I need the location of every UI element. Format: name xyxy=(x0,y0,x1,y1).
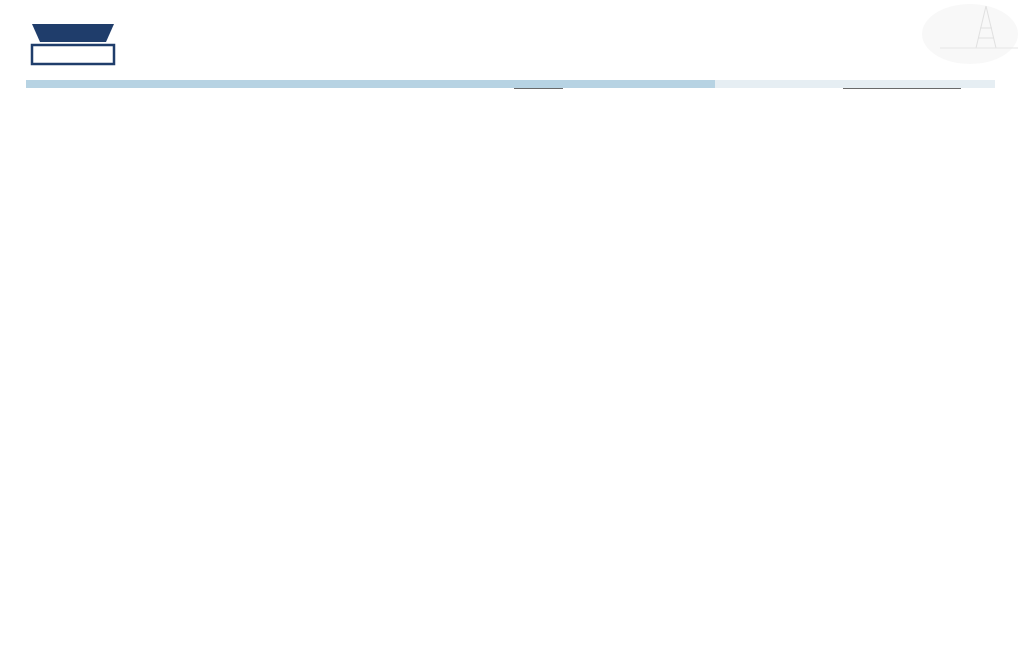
drilling-rig-watermark xyxy=(900,0,1020,80)
column-header-row-2 xyxy=(26,89,995,90)
col-connection xyxy=(341,89,449,90)
data-table xyxy=(26,80,995,89)
group-tool-joint-1 xyxy=(341,80,514,88)
col-tj-id xyxy=(482,89,514,90)
group-pipe-body xyxy=(26,80,341,88)
col-od xyxy=(450,89,482,90)
vam-drilling-logo xyxy=(30,22,116,66)
col-burst xyxy=(306,89,342,90)
col-capacity xyxy=(810,89,843,90)
group-assembly xyxy=(715,80,995,88)
col-collapse xyxy=(261,89,306,90)
logo-mark xyxy=(30,22,116,66)
drill-pipe-table xyxy=(26,80,995,89)
col-id xyxy=(151,89,172,90)
group-tool-joint-2 xyxy=(514,80,715,88)
col-premium-makeup xyxy=(930,89,961,90)
col-upset xyxy=(88,89,111,90)
col-grade xyxy=(61,89,89,90)
group-header-row xyxy=(26,80,995,88)
col-premium-od xyxy=(896,89,931,90)
